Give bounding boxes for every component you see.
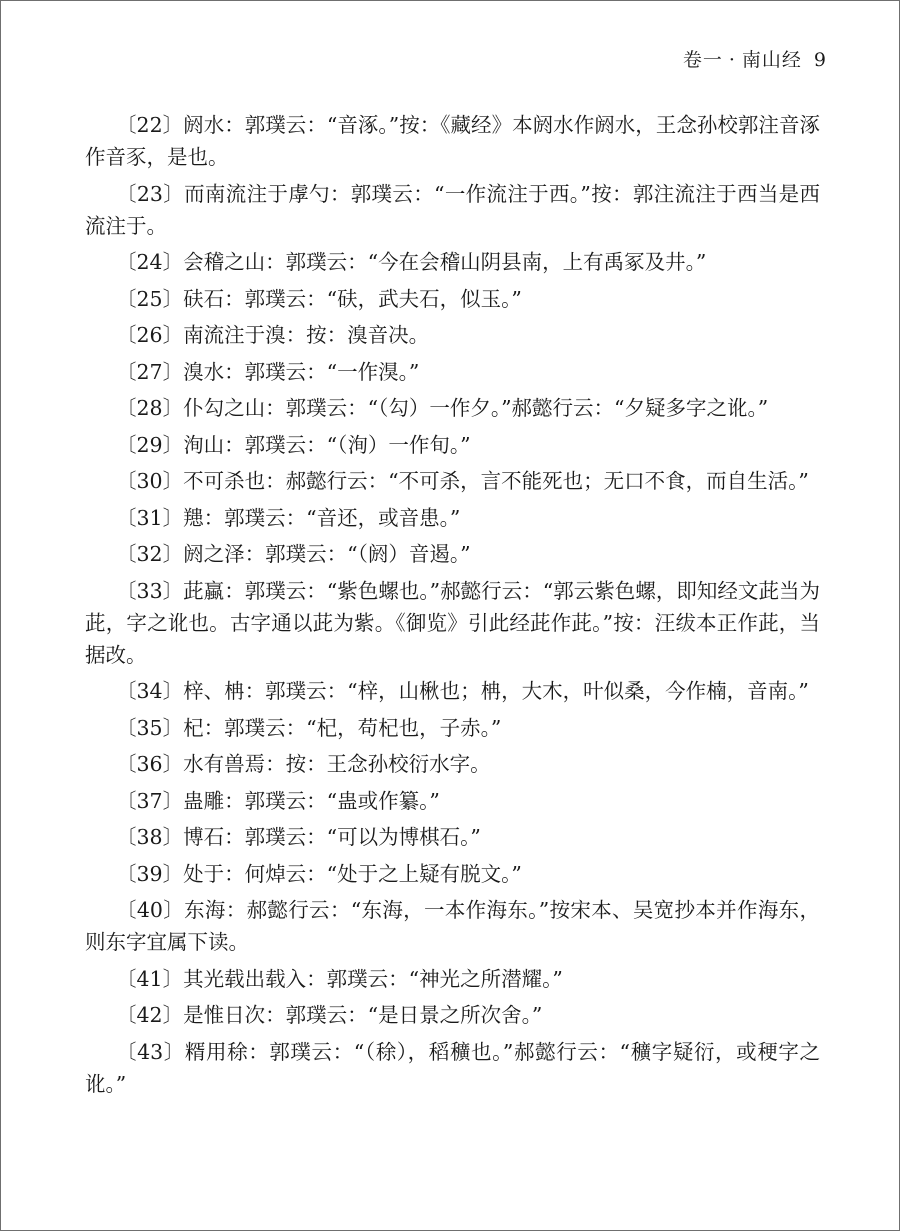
note-38 — [85, 821, 820, 853]
note-text: 阏之泽：郭璞云：“（阏）音遏。” — [183, 542, 471, 566]
note-26 — [85, 319, 820, 351]
note-text: 杞：郭璞云：“杞，苟杞也，子赤。” — [183, 715, 502, 740]
note-number: 〔24〕 — [116, 250, 184, 274]
note-number: 〔27〕 — [116, 359, 184, 384]
note-number: 〔31〕 — [116, 505, 184, 530]
note-36 — [85, 748, 820, 780]
note-text: 会稽之山：郭璞云：“今在会稽山阴县南，上有禹冢及井。” — [183, 250, 707, 274]
note-text: 是惟日次：郭璞云：“是日景之所次舍。” — [183, 1003, 543, 1027]
note-29 — [85, 429, 820, 461]
note-number: 〔36〕 — [116, 752, 184, 776]
note-text: 蛊雕：郭璞云：“蛊或作纂。” — [183, 788, 440, 813]
note-34 — [85, 675, 820, 707]
note-41 — [85, 963, 820, 995]
note-text: 糈用稌：郭璞云：“（稌），稻穬也。”郝懿行云：“穬字疑衍，或稉字之讹。” — [85, 1039, 820, 1096]
note-text: 而南流注于虖勺：郭璞云：“一作流注于西。”按：郭注流注于西当是西流注于。 — [85, 181, 820, 238]
note-text: 䍺：郭璞云：“音还，或音患。” — [183, 505, 461, 530]
note-number: 〔38〕 — [116, 825, 184, 849]
note-text: 阏水：郭璞云：“音涿。”按：《藏经》本阏水作阏水，王念孙校郭注音涿作音豕，是也。 — [85, 113, 820, 169]
header-separator: · — [728, 49, 736, 71]
note-24 — [85, 246, 820, 278]
note-22 — [85, 109, 820, 173]
note-33 — [85, 575, 820, 671]
note-40 — [85, 894, 820, 958]
volume-title: 卷一 — [682, 49, 723, 71]
note-number: 〔29〕 — [116, 432, 184, 457]
note-number: 〔32〕 — [116, 542, 184, 566]
note-number: 〔41〕 — [116, 966, 184, 991]
note-number: 〔43〕 — [116, 1039, 185, 1064]
note-text: 茈蠃：郭璞云：“紫色螺也。”郝懿行云：“郭云紫色螺，即知经文茈当为茈，字之讹也。古字通以茈为紫。《御览》引此经茈作茈。”按：汪绂本正作茈，当据改。 — [85, 578, 820, 667]
note-43 — [85, 1036, 820, 1100]
note-number: 〔34〕 — [116, 679, 184, 703]
note-text: 梓、柟：郭璞云：“梓，山楸也；柟，大木，叶似桑，今作楠，音南。” — [183, 679, 809, 703]
note-number: 〔42〕 — [116, 1003, 184, 1027]
note-text: 东海：郝懿行云：“东海，一本作海东。”按宋本、吴宽抄本并作海东，则东字宜属下读。 — [85, 898, 820, 954]
annotation-list — [85, 109, 820, 1104]
note-number: 〔26〕 — [116, 323, 184, 347]
note-text: 洵山：郭璞云：“（洵）一作旬。” — [183, 432, 471, 457]
note-42 — [85, 999, 820, 1031]
note-text: 溴水：郭璞云：“一作湨。” — [183, 359, 420, 384]
note-text: 砆石：郭璞云：“砆，武夫石，似玉。” — [183, 286, 522, 311]
note-27 — [85, 356, 820, 388]
page-number: 9 — [813, 49, 827, 71]
note-37 — [85, 785, 820, 817]
note-number: 〔37〕 — [116, 788, 184, 813]
running-header — [683, 45, 827, 72]
note-text: 博石：郭璞云：“可以为博棋石。” — [183, 825, 481, 849]
note-35 — [85, 712, 820, 744]
note-number: 〔35〕 — [116, 715, 184, 740]
note-number: 〔22〕 — [116, 113, 184, 137]
note-30 — [85, 465, 820, 497]
note-31 — [85, 502, 820, 534]
note-number: 〔40〕 — [116, 898, 185, 922]
note-number: 〔33〕 — [116, 578, 184, 603]
note-32 — [85, 538, 820, 570]
note-number: 〔30〕 — [116, 469, 184, 493]
note-text: 仆勾之山：郭璞云：“（勾）一作夕。”郝懿行云：“夕疑多字之讹。” — [183, 396, 769, 420]
note-39 — [85, 858, 820, 890]
note-number: 〔39〕 — [116, 861, 184, 886]
note-text: 南流注于溴：按：溴音决。 — [183, 323, 430, 347]
note-number: 〔23〕 — [116, 181, 185, 206]
note-text: 水有兽焉：按：王念孙校衍水字。 — [183, 752, 491, 776]
note-text: 处于：何焯云：“处于之上疑有脱文。” — [183, 861, 522, 886]
note-23 — [85, 178, 820, 242]
note-28 — [85, 392, 820, 424]
note-text: 不可杀也：郝懿行云：“不可杀，言不能死也；无口不食，而自生活。” — [183, 469, 809, 493]
note-number: 〔28〕 — [116, 396, 184, 420]
section-title: 南山经 — [741, 49, 802, 71]
note-25 — [85, 283, 820, 315]
note-text: 其光载出载入：郭璞云：“神光之所潜耀。” — [183, 966, 563, 991]
note-number: 〔25〕 — [116, 286, 184, 311]
